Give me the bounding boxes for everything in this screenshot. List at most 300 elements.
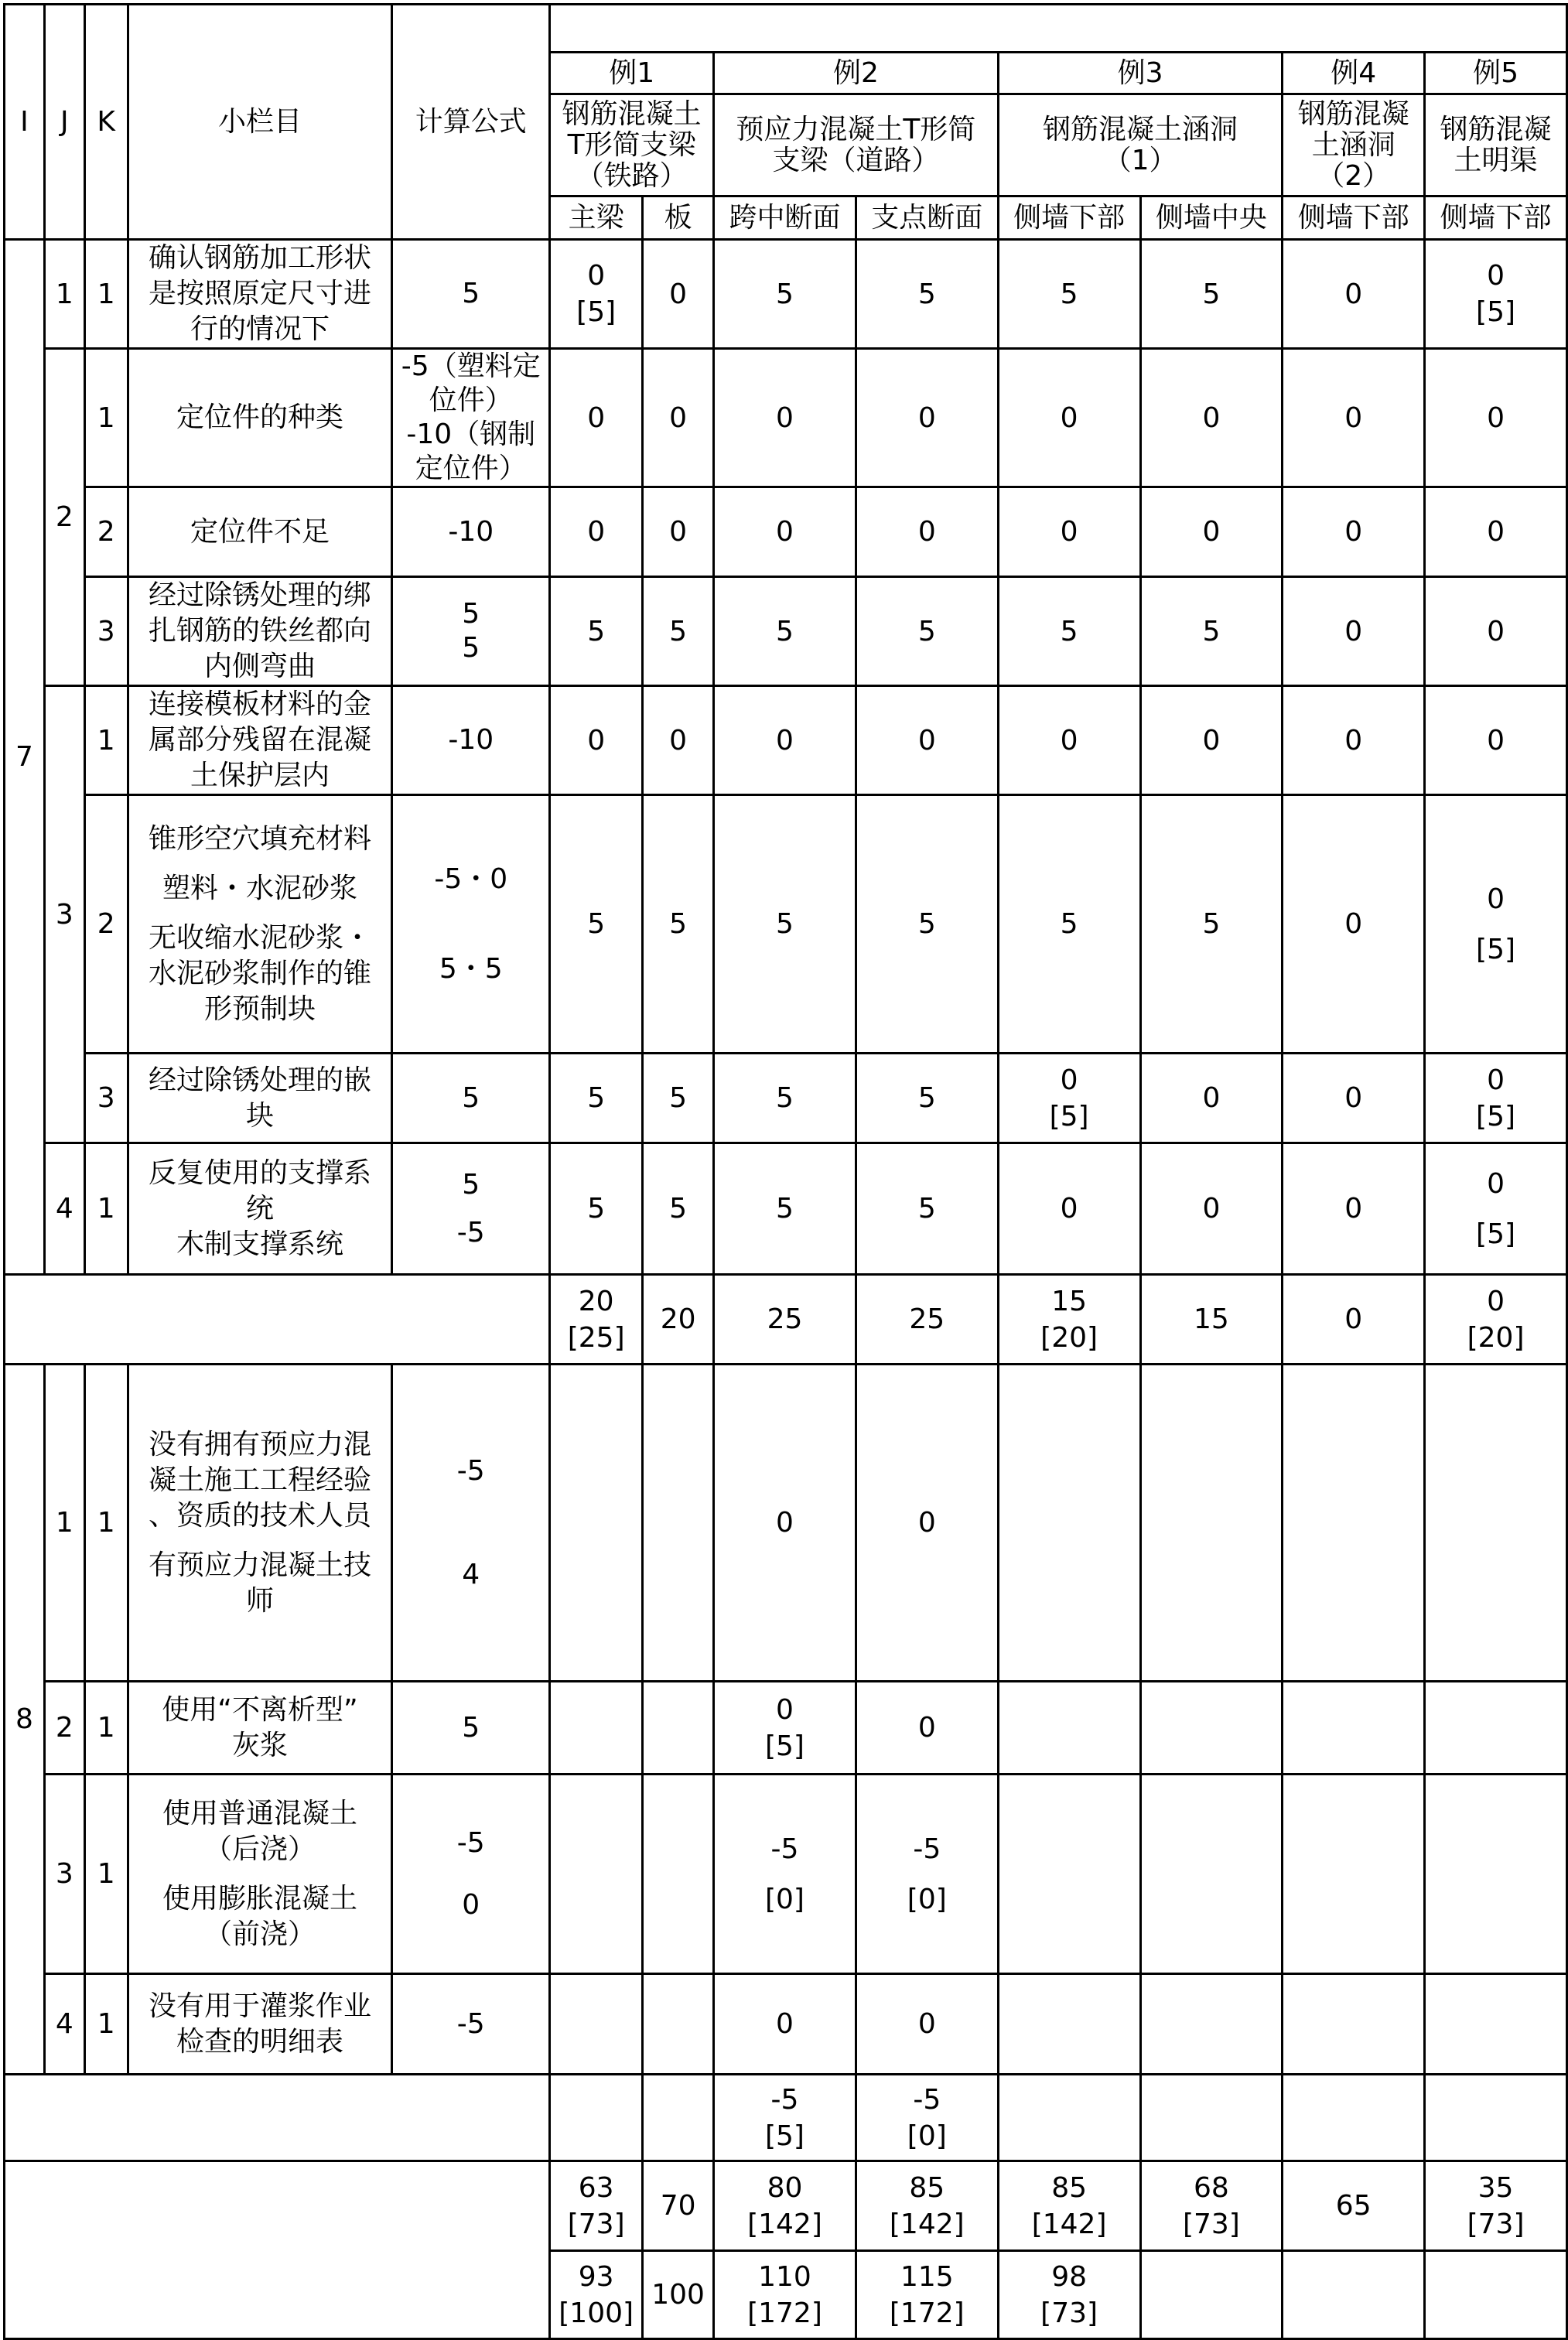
value-cell: [643, 1143, 714, 1275]
formula-cell: [392, 795, 550, 1054]
cell-line: 0: [776, 516, 794, 548]
cell-line: 3: [55, 1858, 73, 1890]
value-cell: [550, 686, 643, 795]
cell-line: 5: [917, 1082, 936, 1114]
cell-line: T形简支梁: [567, 128, 696, 161]
table-row: [5, 1365, 1567, 1682]
value-cell: [1283, 240, 1425, 349]
formula-cell: [392, 1775, 550, 1974]
cell-line: 20: [660, 1303, 696, 1335]
cell-line: 0: [1344, 724, 1363, 757]
cell-line: 85: [1051, 2171, 1088, 2204]
cell-line: 0: [776, 724, 794, 757]
value-cell: [998, 1054, 1140, 1143]
cell-line: 0: [669, 401, 688, 434]
value-cell: [1283, 1974, 1425, 2075]
k-cell: [84, 795, 128, 1054]
cell-line: [73]: [1040, 2297, 1098, 2329]
cell-line: 行的情况下: [190, 313, 330, 345]
cell-line: 0: [776, 1507, 794, 1539]
value-cell: [643, 240, 714, 349]
header-description-1: [550, 94, 714, 196]
value-cell: [856, 1775, 998, 1974]
cell-line: 经过除锈处理的绑: [148, 579, 371, 611]
value-cell: [1425, 349, 1567, 487]
cell-line: 25: [767, 1303, 803, 1335]
cell-line: 7: [15, 741, 33, 773]
value-cell: [1283, 487, 1425, 577]
value-cell: [550, 577, 643, 686]
value-cell: [1140, 349, 1283, 487]
k-cell: [84, 1974, 128, 2075]
cell-line: 定位件）: [415, 453, 527, 484]
cell-line: 5: [1202, 615, 1221, 647]
cell-line: 0: [776, 401, 794, 434]
cell-line: -5: [456, 1216, 485, 1249]
k-cell: [84, 1365, 128, 1682]
j-cell: [44, 349, 84, 686]
value-cell: [643, 1365, 714, 1682]
cell-line: （后浇）: [203, 1833, 316, 1865]
k-cell: [84, 1143, 128, 1275]
value-cell: [1425, 2075, 1567, 2161]
value-cell: [1140, 1143, 1283, 1275]
value-cell: [550, 1682, 643, 1775]
value-cell: [550, 1974, 643, 2075]
cell-line: 3: [97, 615, 115, 647]
cell-line: 5: [587, 908, 606, 940]
cell-line: 0: [1344, 516, 1363, 548]
subtotal-row-7: [5, 1275, 1567, 1365]
cell-line: [0]: [907, 2120, 947, 2152]
value-cell: [1140, 795, 1283, 1054]
cell-line: 100: [651, 2279, 705, 2311]
cell-line: [73]: [1467, 2208, 1525, 2240]
total-label: [5, 2161, 550, 2339]
cell-line: 0: [776, 2008, 794, 2040]
value-cell: [643, 686, 714, 795]
cell-line: 0: [1344, 401, 1363, 434]
cell-line: 0: [1344, 1082, 1363, 1114]
value-cell: [998, 686, 1140, 795]
cell-line: 5: [776, 278, 794, 310]
cell-line: 5: [917, 278, 936, 310]
value-cell: [714, 1974, 856, 2075]
header-example-4: 例4: [1283, 53, 1425, 94]
cell-line: 没有用于灌浆作业: [148, 1990, 371, 2022]
cell-line: 0: [1487, 401, 1505, 434]
value-cell: [550, 487, 643, 577]
value-cell: [1425, 1275, 1567, 1365]
value-cell: [1425, 487, 1567, 577]
header-formula: 计算公式: [392, 5, 550, 240]
cell-line: 65: [1335, 2190, 1372, 2222]
cell-line: 师: [245, 1584, 274, 1617]
cell-line: 0: [1060, 401, 1078, 434]
cell-line: 使用“不离析型”: [162, 1693, 358, 1726]
cell-line: 内侧弯曲: [203, 651, 316, 682]
value-cell: [643, 349, 714, 487]
cell-line: 0: [587, 260, 606, 292]
cell-line: 钢筋混凝: [1440, 113, 1552, 145]
cell-line: 5・5: [439, 952, 503, 985]
value-cell: [550, 2161, 643, 2251]
header-description-3: [998, 94, 1283, 196]
value-cell: [998, 1365, 1140, 1682]
cell-line: 0: [1487, 260, 1505, 292]
cell-line: [5]: [764, 1730, 804, 1762]
evaluation-table: [3, 3, 1568, 2340]
cell-line: 5: [1060, 278, 1078, 310]
cell-line: 0: [1202, 724, 1221, 757]
cell-line: 5: [776, 1082, 794, 1114]
cell-line: 5: [462, 1711, 480, 1744]
cell-line: 5: [917, 908, 936, 940]
value-cell: [998, 2161, 1140, 2251]
subitem-cell: [128, 795, 392, 1054]
value-cell: [998, 1974, 1140, 2075]
cell-line: 1: [97, 1507, 115, 1539]
header-sub-3: [714, 196, 856, 240]
cell-line: （2）: [1317, 159, 1391, 192]
value-cell: [1425, 1143, 1567, 1275]
cell-line: 63: [578, 2171, 614, 2204]
cell-line: 0: [776, 1693, 794, 1726]
value-cell: [1283, 1365, 1425, 1682]
cell-line: 5: [776, 908, 794, 940]
cell-line: [5]: [1476, 1218, 1516, 1250]
cell-line: 25: [909, 1303, 945, 1335]
cell-line: 无收缩水泥砂浆・: [148, 921, 371, 954]
value-cell: [1283, 577, 1425, 686]
value-cell: [714, 1054, 856, 1143]
cell-line: 1: [55, 278, 73, 310]
header-k: K: [84, 5, 128, 240]
subitem-cell: [128, 1974, 392, 2075]
cell-line: 80: [767, 2171, 803, 2204]
cell-line: 预应力混凝土T形简: [736, 113, 976, 145]
cell-line: 15: [1051, 1285, 1088, 1317]
cell-line: 0: [669, 724, 688, 757]
value-cell: [1140, 487, 1283, 577]
subitem-cell: [128, 1054, 392, 1143]
cell-line: 5: [462, 278, 480, 309]
cell-line: 0: [1202, 401, 1221, 434]
cell-line: 主梁: [568, 202, 624, 234]
value-cell: [1283, 1775, 1425, 1974]
value-cell: [856, 686, 998, 795]
value-cell: [1140, 1275, 1283, 1365]
value-cell: [856, 1682, 998, 1775]
cell-line: 0: [917, 401, 936, 434]
subitem-cell: [128, 487, 392, 577]
value-cell: [998, 577, 1140, 686]
header-example-5: 例5: [1425, 53, 1567, 94]
value-cell: [643, 1974, 714, 2075]
cell-line: 0: [1060, 516, 1078, 548]
subitem-cell: [128, 1775, 392, 1974]
cell-line: [25]: [567, 1321, 625, 1354]
subtotal-label: [5, 1275, 550, 1365]
cell-line: 经过除锈处理的嵌: [148, 1064, 371, 1096]
cell-line: 5: [1202, 908, 1221, 940]
value-cell: [1283, 795, 1425, 1054]
value-cell: [998, 487, 1140, 577]
cell-line: [73]: [567, 2208, 625, 2240]
cell-line: 连接模板材料的金: [148, 688, 371, 720]
value-cell: [1425, 1682, 1567, 1775]
cell-line: 位件）: [429, 384, 513, 416]
cell-line: 块: [245, 1099, 274, 1132]
value-cell: [550, 2251, 643, 2339]
cell-line: 1: [97, 1712, 115, 1744]
header-sub-5: [998, 196, 1140, 240]
cell-line: [172]: [747, 2297, 822, 2329]
cell-line: 土明渠: [1454, 144, 1538, 176]
cell-line: [5]: [576, 296, 617, 328]
cell-line: 是按照原定尺寸进: [148, 278, 371, 309]
cell-line: 0: [917, 2008, 936, 2040]
cell-line: [20]: [1040, 1321, 1098, 1354]
cell-line: 0: [1487, 883, 1505, 915]
header-sub-4: [856, 196, 998, 240]
cell-line: 0: [1344, 1303, 1363, 1335]
header-subitem: 小栏目: [128, 5, 392, 240]
k-cell: [84, 686, 128, 795]
j-cell: [44, 1775, 84, 1974]
value-cell: [1283, 686, 1425, 795]
cell-line: 0: [669, 278, 688, 310]
value-cell: [1283, 349, 1425, 487]
table-row: [5, 1143, 1567, 1275]
cell-line: 5: [776, 1193, 794, 1225]
cell-line: 0: [1487, 1064, 1505, 1096]
subitem-cell: [128, 240, 392, 349]
cell-line: 5: [1202, 278, 1221, 310]
formula-cell: [392, 240, 550, 349]
header-j: J: [44, 5, 84, 240]
table-row: [5, 1682, 1567, 1775]
subitem-cell: [128, 1143, 392, 1275]
cell-line: 1: [97, 724, 115, 757]
value-cell: [998, 2075, 1140, 2161]
cell-line: 5: [462, 1168, 480, 1201]
cell-line: 灰浆: [231, 1729, 288, 1761]
value-cell: [856, 1974, 998, 2075]
cell-line: 板: [664, 202, 692, 234]
cell-line: 5: [587, 1082, 606, 1114]
cell-line: 0: [1344, 278, 1363, 310]
value-cell: [1425, 1775, 1567, 1974]
cell-line: -10: [448, 515, 494, 548]
cell-line: 5: [1060, 908, 1078, 940]
cell-line: 2: [97, 516, 115, 548]
value-cell: [714, 1143, 856, 1275]
cell-line: 5: [669, 908, 688, 940]
value-cell: [643, 2251, 714, 2339]
header-sub-7: [1283, 196, 1425, 240]
cell-line: -5・0: [434, 863, 508, 895]
cell-line: 跨中断面: [729, 202, 841, 234]
cell-line: 0: [1060, 1193, 1078, 1225]
value-cell: [550, 349, 643, 487]
cell-line: （1）: [1103, 144, 1177, 176]
subitem-cell: [128, 1682, 392, 1775]
value-cell: [998, 240, 1140, 349]
cell-line: -5: [913, 1833, 941, 1865]
cell-line: 检查的明细表: [176, 2025, 343, 2058]
cell-line: 20: [578, 1285, 614, 1317]
value-cell: [550, 1054, 643, 1143]
cell-line: 反复使用的支撑系: [148, 1156, 371, 1189]
cell-line: 0: [1060, 1064, 1078, 1096]
value-cell: [856, 240, 998, 349]
value-cell: [856, 2075, 998, 2161]
cell-line: 定位件不足: [190, 515, 330, 548]
cell-line: 支梁（道路）: [772, 144, 940, 176]
header-example-1: 例1: [550, 53, 714, 94]
value-cell: [714, 1775, 856, 1974]
cell-line: 0: [587, 724, 606, 757]
cell-line: -5: [456, 1454, 485, 1487]
formula-cell: [392, 349, 550, 487]
cell-line: 形预制块: [203, 992, 316, 1025]
subitem-cell: [128, 349, 392, 487]
value-cell: [1140, 2075, 1283, 2161]
cell-line: 68: [1194, 2171, 1229, 2204]
header-sub-8: [1425, 196, 1567, 240]
cell-line: [142]: [1031, 2208, 1107, 2240]
value-cell: [1283, 2161, 1425, 2251]
j-cell: [44, 240, 84, 349]
group-label-7: [5, 240, 45, 1275]
cell-line: 0: [1344, 615, 1363, 647]
formula-cell: [392, 1682, 550, 1775]
cell-line: [142]: [889, 2208, 965, 2240]
value-cell: [856, 2251, 998, 2339]
cell-line: 塑料・水泥砂浆: [162, 872, 357, 904]
value-cell: [1140, 2251, 1283, 2339]
k-cell: [84, 487, 128, 577]
value-cell: [714, 1682, 856, 1775]
cell-line: 钢筋混凝土涵洞: [1043, 113, 1238, 145]
cell-line: 5: [1060, 615, 1078, 647]
cell-line: -10（钢制: [406, 418, 536, 450]
j-cell: [44, 1974, 84, 2075]
cell-line: 钢筋混凝土: [562, 97, 702, 130]
cell-line: 0: [587, 516, 606, 548]
cell-line: [0]: [907, 1883, 947, 1915]
cell-line: 0: [917, 1507, 936, 1539]
value-cell: [856, 577, 998, 686]
cell-line: 35: [1477, 2171, 1514, 2204]
formula-cell: [392, 1054, 550, 1143]
cell-line: -5: [770, 2083, 799, 2116]
cell-line: 锥形空穴填充材料: [148, 822, 371, 855]
value-cell: [1425, 1054, 1567, 1143]
cell-line: 15: [1194, 1303, 1229, 1335]
cell-line: 5: [669, 1082, 688, 1114]
cell-line: 凝土施工工程经验: [148, 1464, 371, 1496]
value-cell: [1140, 2161, 1283, 2251]
cell-line: 0: [1487, 1167, 1505, 1200]
cell-line: 85: [909, 2171, 945, 2204]
table-row: [5, 1054, 1567, 1143]
value-cell: [856, 1365, 998, 1682]
cell-line: 2: [97, 908, 115, 940]
header-example-3: 例3: [998, 53, 1283, 94]
cell-line: [5]: [1476, 1100, 1516, 1132]
k-cell: [84, 240, 128, 349]
value-cell: [998, 349, 1140, 487]
value-cell: [998, 2251, 1140, 2339]
cell-line: 4: [55, 1193, 73, 1225]
cell-line: -5: [456, 1826, 485, 1859]
cell-line: 侧墙下部: [1440, 202, 1552, 234]
cell-line: 3: [97, 1082, 115, 1114]
cell-line: -10: [448, 724, 494, 756]
value-cell: [1283, 1054, 1425, 1143]
table-row: [5, 795, 1567, 1054]
formula-cell: [392, 686, 550, 795]
k-cell: [84, 1682, 128, 1775]
value-cell: [1140, 577, 1283, 686]
k-cell: [84, 1054, 128, 1143]
k-cell: [84, 349, 128, 487]
header-description-2: [714, 94, 999, 196]
cell-line: 土保护层内: [190, 760, 330, 791]
j-cell: [44, 1365, 84, 1682]
cell-line: 1: [97, 401, 115, 434]
total-row-1: [5, 2161, 1567, 2251]
header-description-5: [1425, 94, 1567, 196]
cell-line: 0: [1202, 516, 1221, 548]
cell-line: 5: [917, 1193, 936, 1225]
cell-line: -5（塑料定: [401, 350, 541, 382]
cell-line: [5]: [1476, 933, 1516, 965]
value-cell: [1140, 686, 1283, 795]
cell-line: 2: [55, 501, 73, 533]
value-cell: [1425, 240, 1567, 349]
value-cell: [1140, 1682, 1283, 1775]
cell-line: 70: [660, 2190, 696, 2222]
cell-line: 5: [462, 632, 480, 664]
value-cell: [1425, 577, 1567, 686]
cell-line: 0: [462, 1888, 480, 1921]
cell-line: 1: [97, 2008, 115, 2040]
cell-line: 98: [1051, 2260, 1088, 2293]
value-cell: [856, 1143, 998, 1275]
cell-line: 5: [669, 1193, 688, 1225]
cell-line: 0: [917, 1712, 936, 1744]
k-cell: [84, 577, 128, 686]
table-row: [5, 1974, 1567, 2075]
cell-line: 8: [15, 1703, 33, 1735]
cell-line: 93: [578, 2260, 614, 2293]
cell-line: 4: [462, 1558, 480, 1590]
header-blank: [550, 5, 1567, 53]
value-cell: [643, 577, 714, 686]
value-cell: [856, 2161, 998, 2251]
table-row: [5, 487, 1567, 577]
subitem-cell: [128, 1365, 392, 1682]
cell-line: 5: [462, 1081, 480, 1114]
value-cell: [550, 2075, 643, 2161]
subitem-cell: [128, 686, 392, 795]
value-cell: [643, 795, 714, 1054]
formula-cell: [392, 1365, 550, 1682]
header-sub-2: [643, 196, 714, 240]
